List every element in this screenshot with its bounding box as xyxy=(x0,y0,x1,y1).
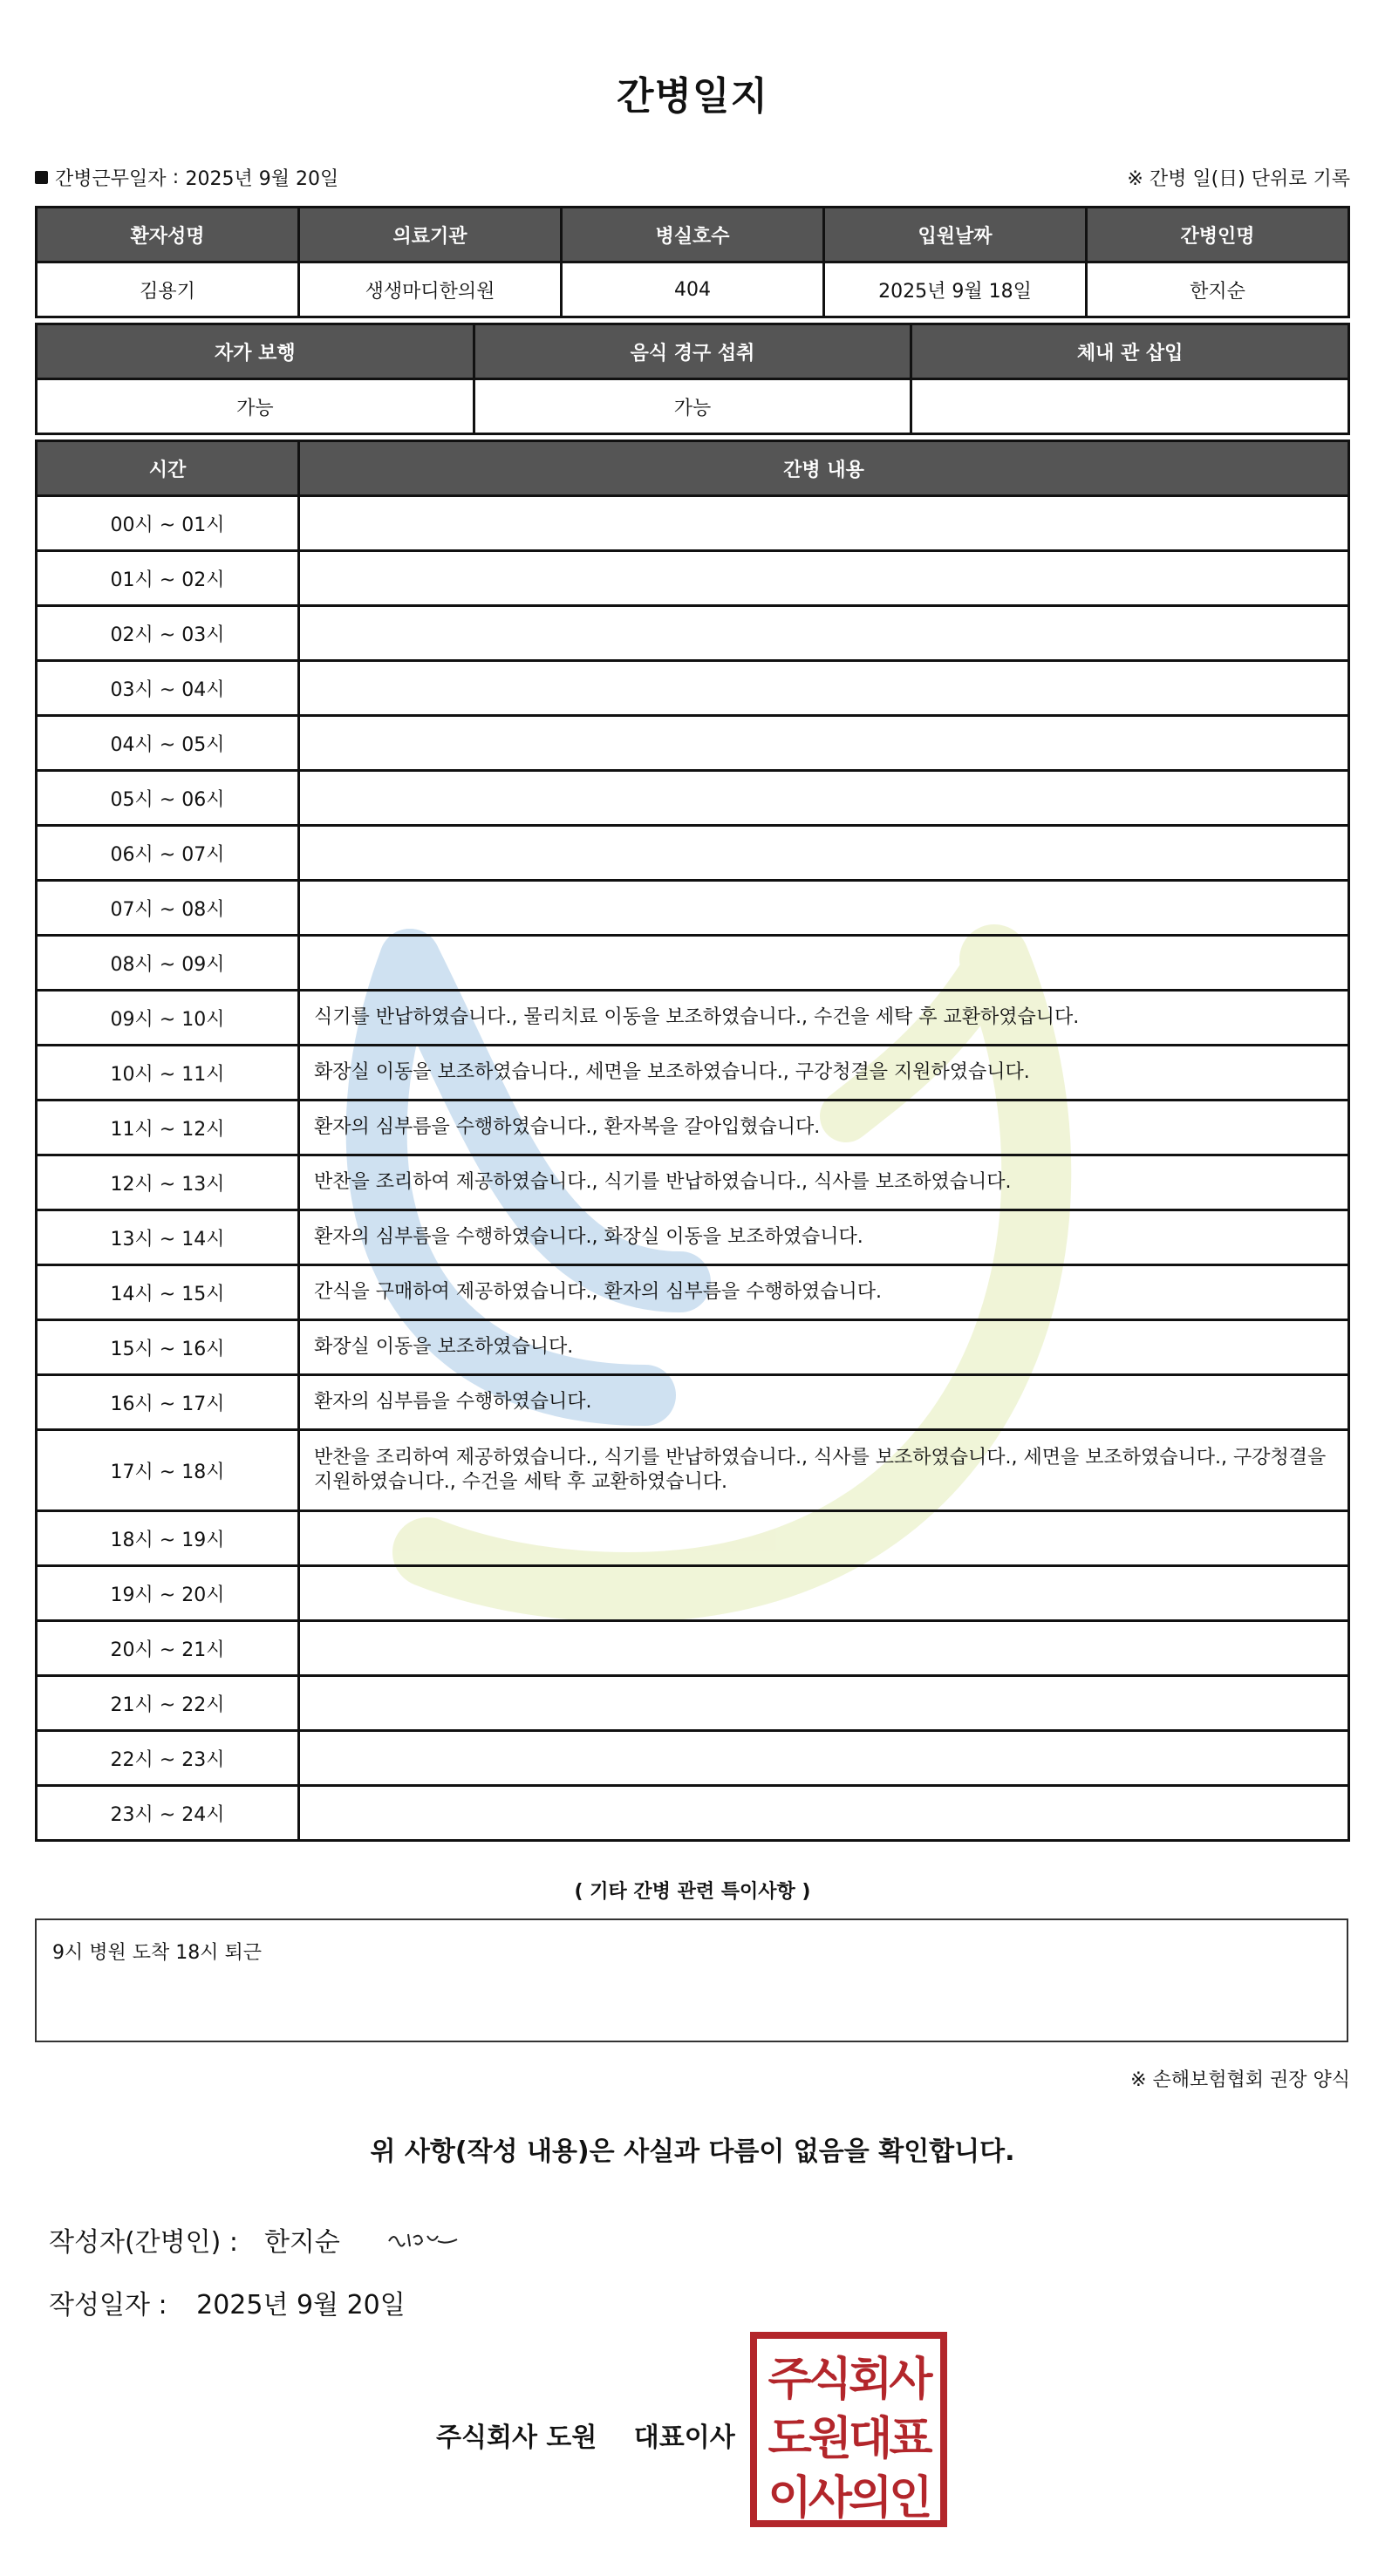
author-row xyxy=(49,2220,462,2259)
care-log-row xyxy=(37,1210,1349,1265)
header-self-walking: 자가 보행 xyxy=(37,324,474,379)
log-content: 환자의 심부름을 수행하였습니다. xyxy=(299,1375,1349,1430)
ceo-title: 대표이사 xyxy=(633,2423,735,2453)
care-log-row xyxy=(37,606,1349,661)
separator: : xyxy=(172,167,180,188)
log-time: 03시 ~ 04시 xyxy=(37,661,299,716)
log-time: 09시 ~ 10시 xyxy=(37,991,299,1046)
record-unit-note: ※ 간병 일(日) 단위로 기록 xyxy=(1127,168,1350,190)
log-time: 18시 ~ 19시 xyxy=(37,1511,299,1566)
care-log-row xyxy=(37,1320,1349,1375)
log-time: 20시 ~ 21시 xyxy=(37,1621,299,1676)
log-time: 14시 ~ 15시 xyxy=(37,1265,299,1320)
header-medical-institution: 의료기관 xyxy=(299,208,562,262)
care-log-row xyxy=(37,551,1349,606)
log-content xyxy=(299,551,1349,606)
remarks-box xyxy=(35,1918,1348,2042)
log-content xyxy=(299,1676,1349,1731)
log-time: 05시 ~ 06시 xyxy=(37,771,299,826)
care-log-row xyxy=(37,1566,1349,1621)
caregiver-name: 한지순 xyxy=(1087,262,1349,317)
log-time: 15시 ~ 16시 xyxy=(37,1320,299,1375)
work-date-value: 2025년 9월 20일 xyxy=(185,168,339,190)
work-date-label: 간병근무일자 xyxy=(55,168,167,190)
company-name: 주식회사 도원 xyxy=(436,2423,597,2453)
care-log-row xyxy=(37,1676,1349,1731)
company-signature xyxy=(436,2416,735,2454)
document-title: 간병일지 xyxy=(616,74,768,119)
seal-line-3: 이사의인 xyxy=(768,2472,930,2525)
log-time: 22시 ~ 23시 xyxy=(37,1731,299,1786)
care-log-row xyxy=(37,991,1349,1046)
written-date-row xyxy=(49,2283,406,2321)
seal-line-1: 주식회사 xyxy=(768,2354,930,2406)
remarks-label: ( 기타 간병 관련 특이사항 ) xyxy=(574,1881,811,1903)
log-time: 16시 ~ 17시 xyxy=(37,1375,299,1430)
log-content: 화장실 이동을 보조하였습니다. xyxy=(299,1320,1349,1375)
care-log-row xyxy=(37,496,1349,551)
log-content xyxy=(299,881,1349,936)
log-content xyxy=(299,1566,1349,1621)
header-caregiver-name: 간병인명 xyxy=(1087,208,1349,262)
care-log-row xyxy=(37,1101,1349,1155)
log-time: 19시 ~ 20시 xyxy=(37,1566,299,1621)
log-content: 반찬을 조리하여 제공하였습니다., 식기를 반납하였습니다., 식사를 보조하였습니다. xyxy=(299,1155,1349,1210)
log-content xyxy=(299,1511,1349,1566)
written-date-label: 작성일자 : xyxy=(49,2290,167,2320)
care-log-row xyxy=(37,1155,1349,1210)
header-care-content: 간병 내용 xyxy=(299,441,1349,496)
care-log-row xyxy=(37,1621,1349,1676)
patient-info-value-row xyxy=(37,262,1349,317)
author-label: 작성자(간병인) : xyxy=(49,2227,238,2258)
log-time: 13시 ~ 14시 xyxy=(37,1210,299,1265)
log-time: 17시 ~ 18시 xyxy=(37,1430,299,1511)
care-log-row xyxy=(37,1786,1349,1841)
care-log-row xyxy=(37,1511,1349,1566)
written-date-value: 2025년 9월 20일 xyxy=(196,2290,406,2320)
handwritten-signature-icon xyxy=(384,2222,462,2257)
admission-date: 2025년 9월 18일 xyxy=(824,262,1087,317)
patient-status-header-row xyxy=(37,324,1349,379)
log-time: 12시 ~ 13시 xyxy=(37,1155,299,1210)
log-time: 23시 ~ 24시 xyxy=(37,1786,299,1841)
care-log-row xyxy=(37,881,1349,936)
log-content xyxy=(299,1786,1349,1841)
care-log-row xyxy=(37,826,1349,881)
log-time: 08시 ~ 09시 xyxy=(37,936,299,991)
log-time: 10시 ~ 11시 xyxy=(37,1046,299,1101)
hourly-care-log-table xyxy=(35,440,1350,1842)
header-time: 시간 xyxy=(37,441,299,496)
patient-status-value-row xyxy=(37,379,1349,434)
patient-name: 김용기 xyxy=(37,262,299,317)
log-time: 00시 ~ 01시 xyxy=(37,496,299,551)
tube-insertion-value xyxy=(911,379,1349,434)
remarks-text: 9시 병원 도착 18시 퇴근 xyxy=(52,1942,262,1964)
log-content: 환자의 심부름을 수행하였습니다., 환자복을 갈아입혔습니다. xyxy=(299,1101,1349,1155)
log-time: 07시 ~ 08시 xyxy=(37,881,299,936)
log-content xyxy=(299,1621,1349,1676)
self-walking-value: 가능 xyxy=(37,379,474,434)
header-oral-intake: 음식 경구 섭취 xyxy=(474,324,911,379)
log-content xyxy=(299,936,1349,991)
log-content xyxy=(299,496,1349,551)
care-log-row xyxy=(37,1430,1349,1511)
log-time: 21시 ~ 22시 xyxy=(37,1676,299,1731)
header-admission-date: 입원날짜 xyxy=(824,208,1087,262)
header-room-number: 병실호수 xyxy=(562,208,824,262)
log-time: 02시 ~ 03시 xyxy=(37,606,299,661)
log-content: 화장실 이동을 보조하였습니다., 세면을 보조하였습니다., 구강청결을 지원하였습니다. xyxy=(299,1046,1349,1101)
log-content xyxy=(299,1731,1349,1786)
log-time: 06시 ~ 07시 xyxy=(37,826,299,881)
care-log-row xyxy=(37,1375,1349,1430)
log-content xyxy=(299,716,1349,771)
patient-info-table xyxy=(35,206,1350,318)
care-log-row xyxy=(37,936,1349,991)
source-note: ※ 손해보험협회 권장 양식 xyxy=(1130,2069,1350,2091)
care-log-row xyxy=(37,1046,1349,1101)
care-log-row xyxy=(37,1731,1349,1786)
log-time: 11시 ~ 12시 xyxy=(37,1101,299,1155)
log-content: 환자의 심부름을 수행하였습니다., 화장실 이동을 보조하였습니다. xyxy=(299,1210,1349,1265)
confirmation-statement: 위 사항(작성 내용)은 사실과 다름이 없음을 확인합니다. xyxy=(370,2136,1015,2167)
care-log-row xyxy=(37,716,1349,771)
care-log-row xyxy=(37,1265,1349,1320)
log-content: 간식을 구매하여 제공하였습니다., 환자의 심부름을 수행하였습니다. xyxy=(299,1265,1349,1320)
work-date-group xyxy=(35,164,338,191)
log-content xyxy=(299,661,1349,716)
square-bullet-icon xyxy=(35,171,48,184)
oral-intake-value: 가능 xyxy=(474,379,911,434)
patient-info-header-row xyxy=(37,208,1349,262)
log-content xyxy=(299,606,1349,661)
log-content xyxy=(299,771,1349,826)
company-seal-icon xyxy=(750,2332,947,2527)
log-content: 반찬을 조리하여 제공하였습니다., 식기를 반납하였습니다., 식사를 보조하였습니다., 세면을 보조하였습니다., 구강청결을 지원하였습니다., 수건을 세탁 후 교환하였습니다. xyxy=(299,1430,1349,1511)
care-log-row xyxy=(37,771,1349,826)
medical-institution: 생생마디한의원 xyxy=(299,262,562,317)
log-content xyxy=(299,826,1349,881)
care-log-row xyxy=(37,661,1349,716)
log-content: 식기를 반납하였습니다., 물리치료 이동을 보조하였습니다., 수건을 세탁 후 교환하였습니다. xyxy=(299,991,1349,1046)
author-name: 한지순 xyxy=(263,2227,340,2258)
care-log-header-row xyxy=(37,441,1349,496)
patient-status-table xyxy=(35,323,1350,435)
header-patient-name: 환자성명 xyxy=(37,208,299,262)
log-time: 01시 ~ 02시 xyxy=(37,551,299,606)
header-tube-insertion: 체내 관 삽입 xyxy=(911,324,1349,379)
seal-line-2: 도원대표 xyxy=(768,2413,930,2465)
log-time: 04시 ~ 05시 xyxy=(37,716,299,771)
room-number: 404 xyxy=(562,262,824,317)
